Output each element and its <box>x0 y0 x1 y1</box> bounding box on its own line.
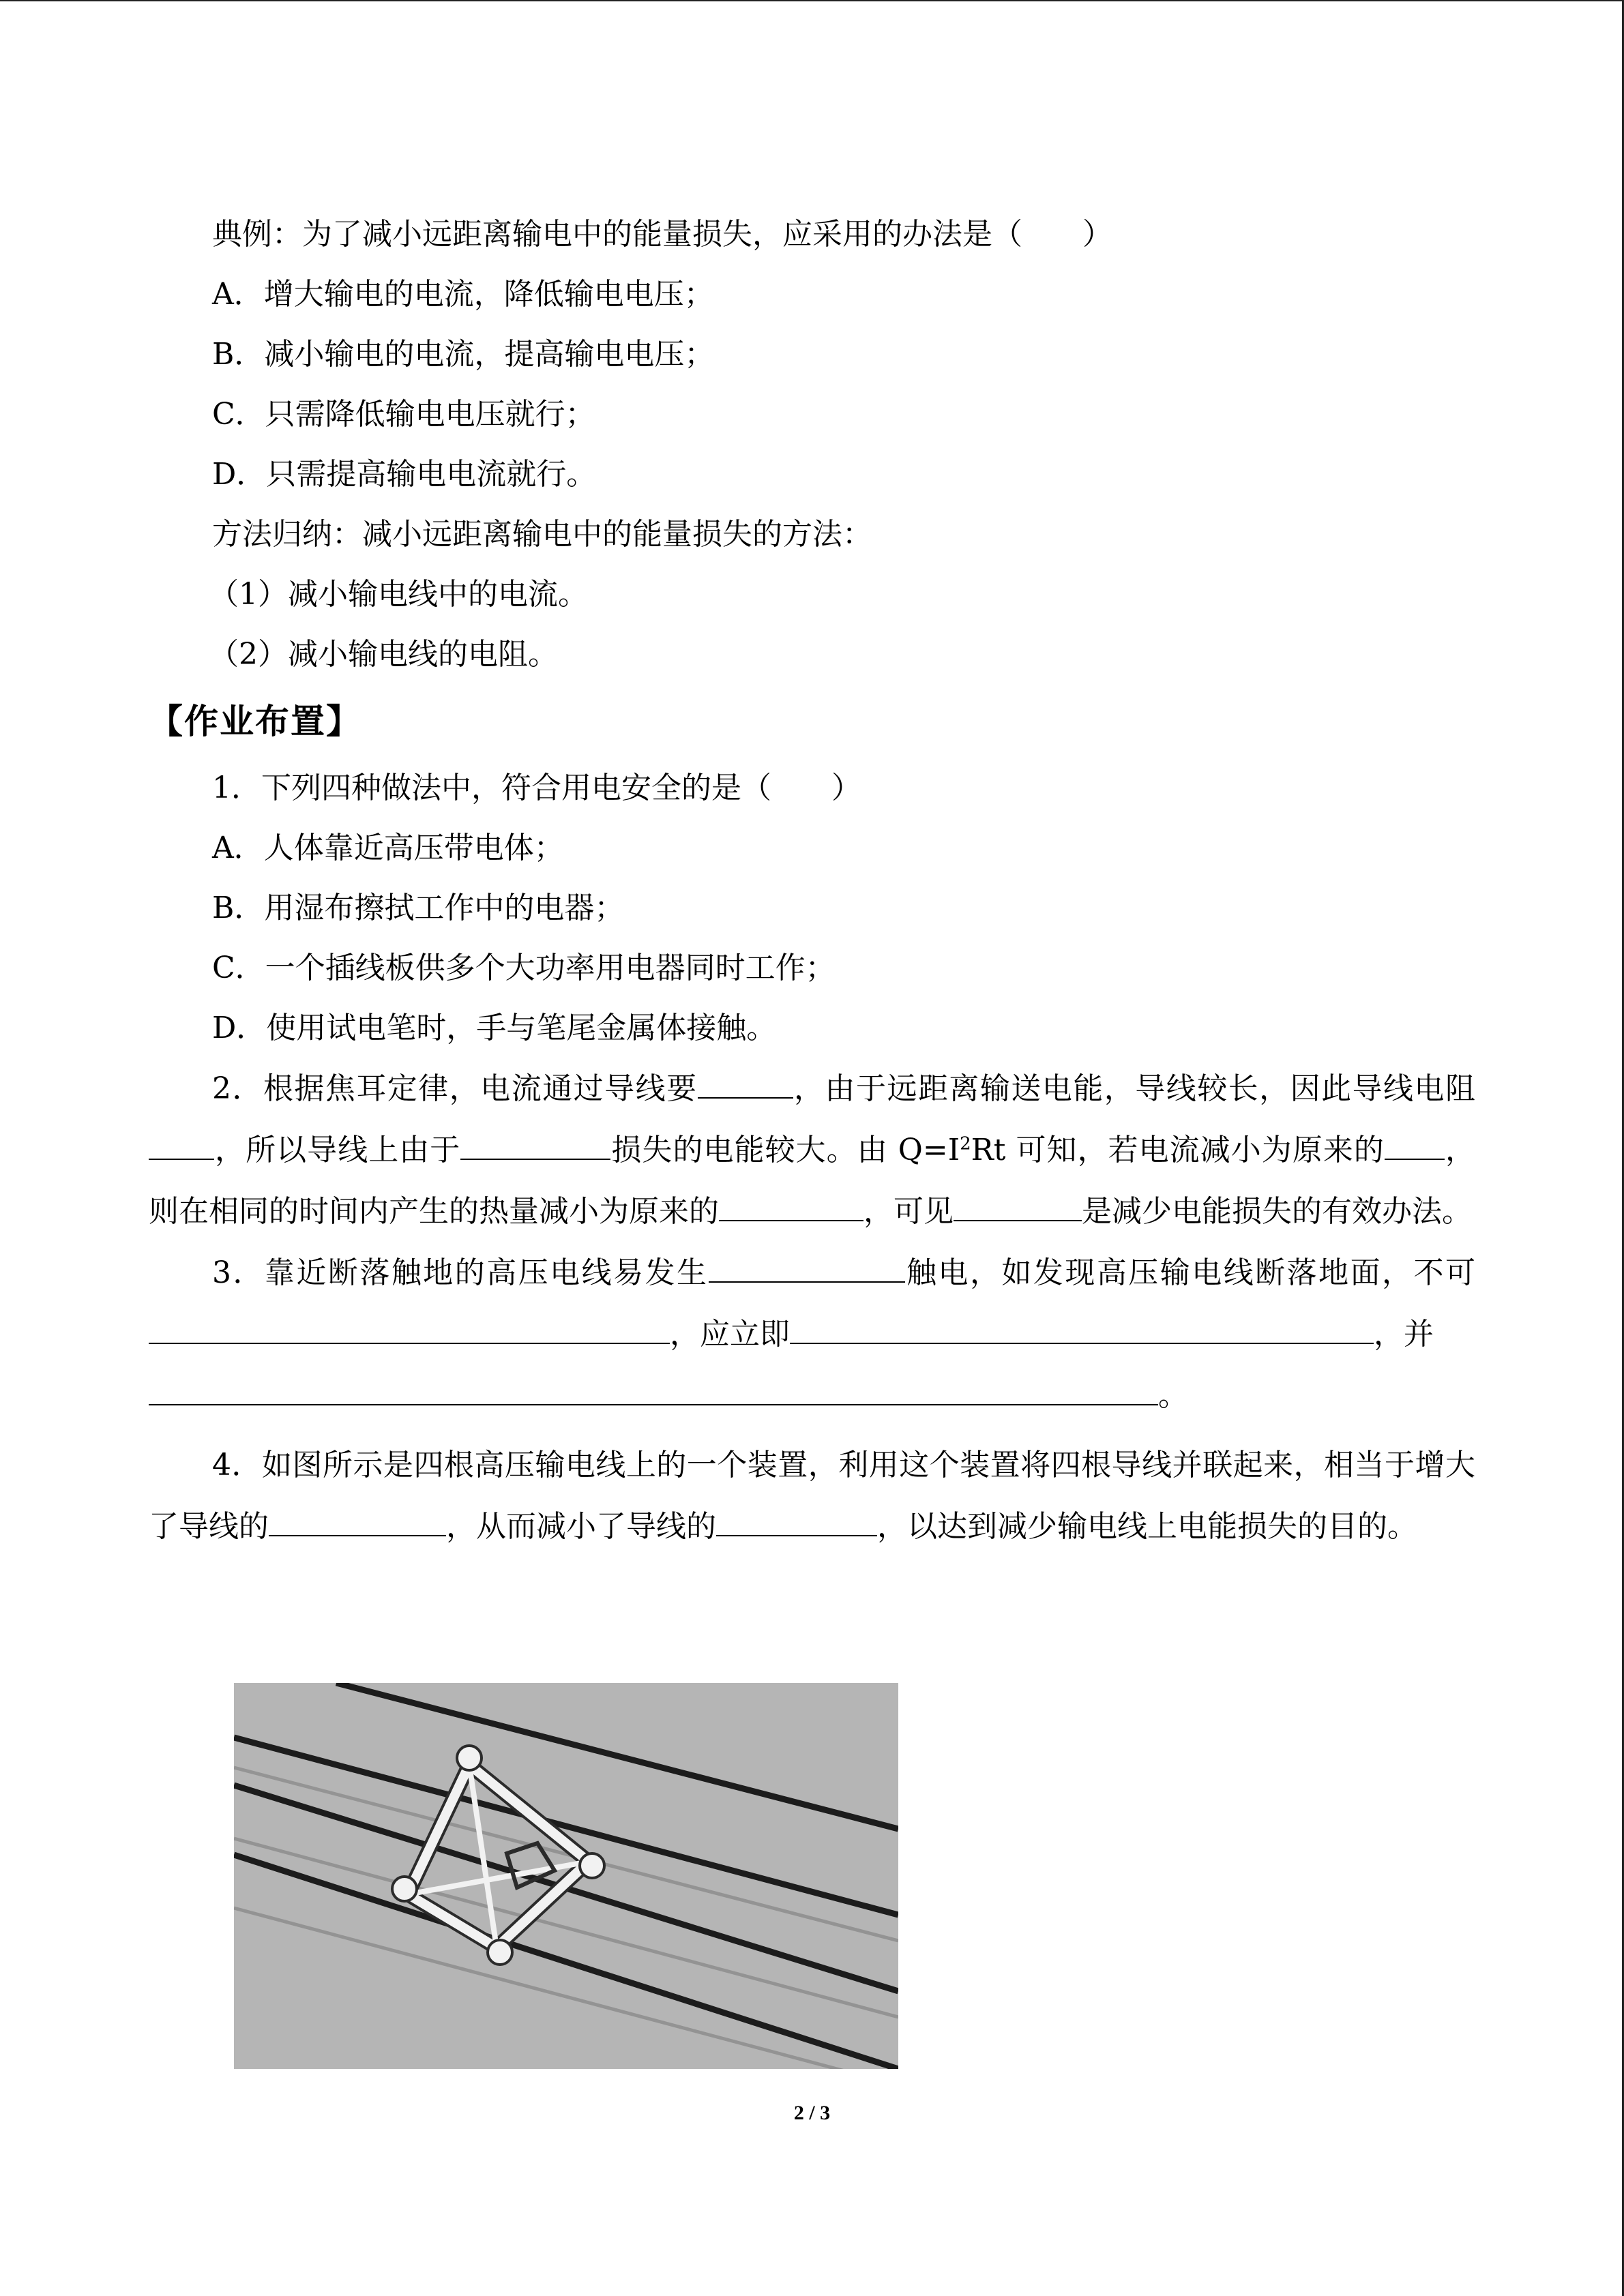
power-line-spacer-figure <box>234 1683 898 2069</box>
q3-blank-2[interactable] <box>149 1315 670 1344</box>
q1-option-b: B．用湿布擦拭工作中的电器； <box>212 891 625 925</box>
q2-text-8: 是减少电能损失的有效办法。 <box>1082 1194 1472 1229</box>
q2-text-4: 损失的电能较大。由 <box>610 1133 898 1167</box>
q2-text-3: ，所以导线上由于 <box>214 1133 461 1167</box>
q2-blank-3[interactable] <box>460 1131 610 1160</box>
q4-text-1: 4．如图所示是四根高压输电线上的一个装置，利用这个装置将四根导线并联起来，相当于增大了导线的 <box>149 1448 1475 1544</box>
q3-text-4: ，并 <box>1374 1317 1434 1352</box>
q2-text-1: 2．根据焦耳定律，电流通过导线要 <box>212 1071 698 1106</box>
q3-text-3: ，应立即 <box>670 1317 790 1352</box>
q4-blank-2[interactable] <box>716 1508 877 1536</box>
q3-text-5: 。 <box>1158 1378 1188 1413</box>
spacer-clamp-top <box>457 1746 482 1770</box>
q2-blank-4[interactable] <box>1385 1131 1445 1160</box>
question-4 <box>149 1435 1475 1557</box>
example-option-b: B．减小输电的电流，提高输电电压； <box>212 337 715 372</box>
q1-option-a: A．人体靠近高压带电体； <box>212 831 564 865</box>
homework-heading: 【作业布置】 <box>149 702 361 741</box>
q4-text-3: ，以达到减少输电线上电能损失的目的。 <box>877 1509 1417 1544</box>
q2-formula-sup: 2 <box>960 1133 971 1154</box>
spacer-clamp-right <box>580 1853 604 1878</box>
q3-blank-3[interactable] <box>790 1315 1374 1344</box>
q2-formula-a: Q=I <box>898 1133 960 1167</box>
q2-blank-1[interactable] <box>698 1070 793 1099</box>
page-content <box>149 205 1475 1557</box>
q2-blank-6[interactable] <box>954 1193 1082 1221</box>
q2-formula-b: Rt <box>971 1133 1006 1167</box>
method-summary-title: 方法归纳：减小远距离输电中的能量损失的方法： <box>212 517 872 552</box>
example-question: 典例：为了减小远距离输电中的能量损失，应采用的办法是（ ） <box>212 217 1112 252</box>
q3-text-1: 3．靠近断落触地的高压电线易发生 <box>212 1255 709 1290</box>
spacer-clamp-bottom <box>488 1940 512 1965</box>
q2-text-7: ，可见 <box>863 1194 954 1229</box>
question-3 <box>149 1242 1475 1427</box>
q4-text-2: ，从而减小了导线的 <box>446 1509 716 1544</box>
q1-option-d: D．使用试电笔时，手与笔尾金属体接触。 <box>212 1011 777 1045</box>
page-number: 2 / 3 <box>793 2102 831 2124</box>
q2-text-6: ，则在相同的时间内产生的热量减小为原来的 <box>149 1133 1476 1229</box>
q2-blank-5[interactable] <box>719 1193 863 1221</box>
example-option-d: D．只需提高输电电流就行。 <box>212 457 597 492</box>
question-2 <box>149 1058 1475 1242</box>
method-item-2: （2）减小输电线的电阻。 <box>209 637 558 672</box>
q2-formula <box>898 1133 1006 1167</box>
q1-stem: 1．下列四种做法中，符合用电安全的是（ ） <box>212 771 861 805</box>
q3-blank-4[interactable] <box>149 1377 1158 1405</box>
spacer-clamp-left <box>392 1877 417 1901</box>
example-option-a: A．增大输电的电流，降低输电电压； <box>212 277 714 312</box>
q3-text-2: 触电，如发现高压输电线断落地面，不可 <box>904 1255 1476 1290</box>
q2-blank-2[interactable] <box>149 1131 214 1160</box>
q2-text-5: 可知，若电流减小为原来的 <box>1005 1133 1385 1167</box>
method-item-1: （1）减小输电线中的电流。 <box>209 577 588 612</box>
q4-blank-1[interactable] <box>269 1508 446 1536</box>
example-option-c: C．只需降低输电电压就行； <box>212 397 595 432</box>
q3-blank-1[interactable] <box>709 1254 905 1283</box>
q1-option-c: C．一个插线板供多个大功率用电器同时工作； <box>212 951 836 985</box>
q2-text-2: ，由于远距离输送电能，导线较长，因此导线电阻 <box>793 1071 1475 1106</box>
